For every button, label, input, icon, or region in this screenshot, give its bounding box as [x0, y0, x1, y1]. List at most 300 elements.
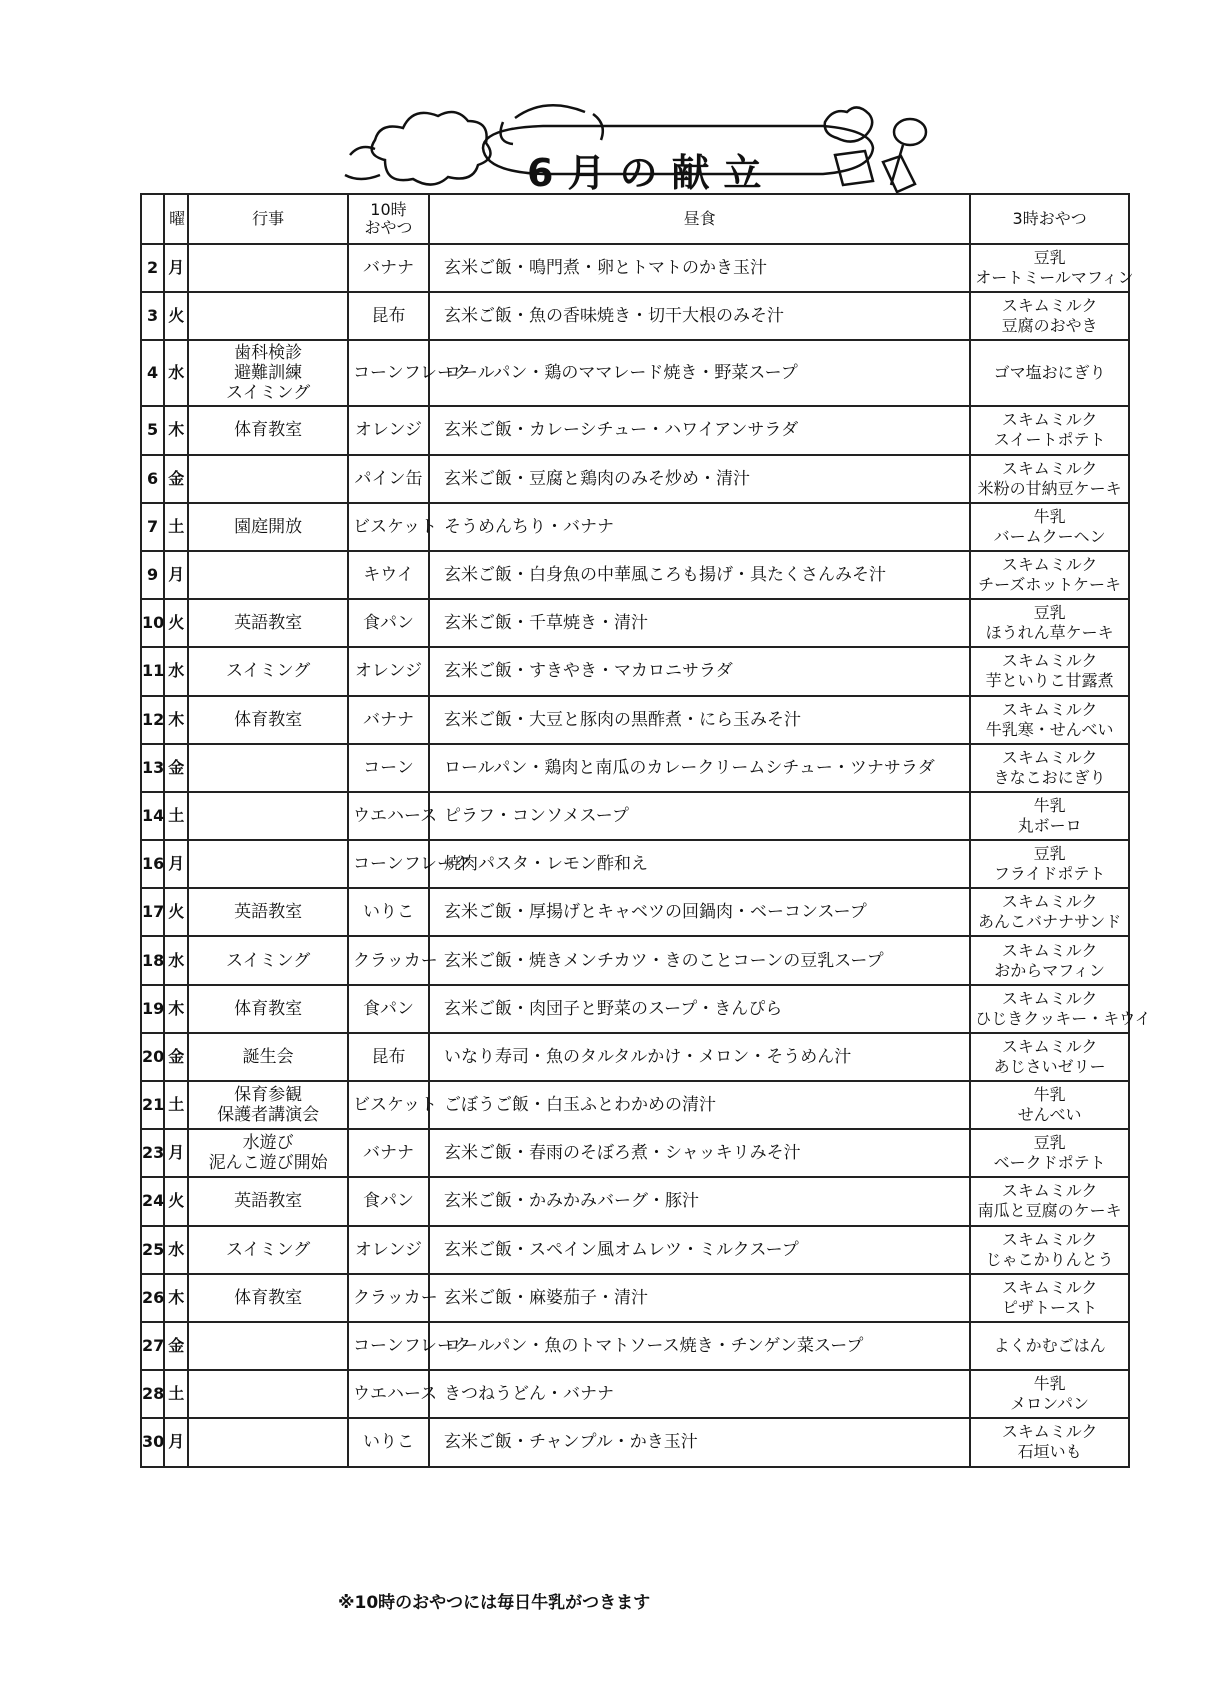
lunch-cell	[429, 888, 970, 936]
day-cell-text: 14	[142, 805, 165, 825]
lunch-cell-text: ごぼうご飯・白玉ふとわかめの清汁	[443, 1095, 716, 1116]
lunch-cell	[429, 455, 970, 503]
snack3-cell-text: 豆乳	[1033, 844, 1066, 864]
snack3-cell-text: 石垣いも	[1017, 1442, 1082, 1462]
lunch-cell-text: 玄米ご飯・カレーシチュー・ハワイアンサラダ	[443, 420, 799, 441]
snack3-cell-text: スキムミルク	[1001, 892, 1098, 912]
event-cell	[188, 292, 348, 340]
event-cell	[188, 1226, 348, 1274]
snack10-cell	[348, 292, 429, 340]
table-row	[141, 647, 1129, 695]
snack10-cell	[348, 244, 429, 292]
weekday-cell	[164, 406, 188, 454]
weekday-cell-text: 月	[168, 258, 185, 278]
event-cell	[188, 1129, 348, 1177]
weekday-cell-text: 水	[168, 661, 185, 681]
lunch-cell	[429, 744, 970, 792]
event-cell	[188, 647, 348, 695]
snack10-cell-text: コーン	[363, 757, 414, 778]
snack10-cell-text: 昆布	[371, 1046, 406, 1067]
event-cell-text: 誕生会	[242, 1046, 294, 1067]
day-cell	[141, 792, 164, 840]
snack3-cell	[970, 1081, 1129, 1129]
day-cell-text: 10	[142, 613, 165, 633]
snack3-cell	[970, 792, 1129, 840]
snack3-cell	[970, 292, 1129, 340]
snack10-cell-text: ビスケット	[353, 516, 438, 537]
snack10-cell	[348, 1418, 429, 1466]
event-cell	[188, 1033, 348, 1081]
day-cell	[141, 985, 164, 1033]
day-cell	[141, 292, 164, 340]
snack3-cell-text: 牛乳	[1033, 1374, 1066, 1394]
table-row	[141, 1177, 1129, 1225]
snack10-cell-text: 食パン	[362, 613, 414, 634]
lunch-cell	[429, 647, 970, 695]
snack3-cell	[970, 1322, 1129, 1370]
event-cell	[188, 551, 348, 599]
event-cell-text: 体育教室	[234, 709, 303, 730]
weekday-cell	[164, 744, 188, 792]
weekday-cell-text: 木	[168, 998, 185, 1018]
snack3-cell-text: スキムミルク	[1001, 651, 1098, 671]
weekday-cell	[164, 1226, 188, 1274]
table-row	[141, 1033, 1129, 1081]
table-row	[141, 1322, 1129, 1370]
snack3-cell-text: 牛乳寒・せんべい	[985, 719, 1114, 739]
snack3-cell-text: 牛乳	[1033, 506, 1066, 526]
lunch-cell-text: 焼肉パスタ・レモン酢和え	[443, 854, 648, 875]
event-cell	[188, 840, 348, 888]
day-cell-text: 20	[142, 1046, 165, 1066]
snack10-cell-text: コーンフレーク	[353, 363, 472, 384]
header-event: 行事	[188, 194, 348, 244]
day-cell	[141, 840, 164, 888]
snack3-cell-text: よくかむごはん	[993, 1336, 1106, 1356]
snack3-cell	[970, 985, 1151, 1033]
lunch-cell-text: 玄米ご飯・スペイン風オムレツ・ミルクスープ	[443, 1239, 799, 1260]
weekday-cell	[164, 1418, 188, 1466]
snack3-cell	[970, 599, 1129, 647]
snack3-cell	[970, 551, 1129, 599]
event-cell	[188, 455, 348, 503]
snack3-cell-text: 豆乳	[1033, 248, 1066, 268]
lunch-cell-text: いなり寿司・魚のタルタルかけ・メロン・そうめん汁	[443, 1046, 852, 1067]
snack10-cell	[348, 1226, 429, 1274]
weekday-cell-text: 木	[168, 1287, 185, 1307]
snack3-cell	[970, 936, 1129, 984]
snack3-cell-text: 芋といりこ甘露煮	[985, 671, 1114, 691]
snack3-cell-text: スキムミルク	[1001, 1036, 1098, 1056]
event-cell	[188, 1081, 348, 1129]
table-row	[141, 1418, 1129, 1466]
lunch-cell-text: 玄米ご飯・千草焼き・清汁	[443, 613, 648, 634]
weekday-cell	[164, 1129, 188, 1177]
weekday-cell-text: 火	[168, 306, 185, 326]
table-row	[141, 840, 1129, 888]
day-cell-text: 7	[146, 516, 159, 536]
lunch-cell	[429, 292, 970, 340]
lunch-cell-text: 玄米ご飯・白身魚の中華風ころも揚げ・具たくさんみそ汁	[443, 565, 886, 586]
day-cell	[141, 1129, 164, 1177]
weekday-cell	[164, 888, 188, 936]
weekday-cell-text: 火	[168, 1191, 185, 1211]
event-cell-text: 英語教室	[234, 902, 303, 923]
snack3-cell	[970, 340, 1129, 406]
event-cell-text: 避難訓練	[234, 363, 303, 384]
lunch-cell-text: 玄米ご飯・鳴門煮・卵とトマトのかき玉汁	[443, 258, 767, 279]
weekday-cell-text: 水	[168, 363, 185, 383]
snack10-cell-text: オレンジ	[354, 1239, 423, 1260]
weekday-cell	[164, 1370, 188, 1418]
snack3-cell	[970, 1370, 1129, 1418]
lunch-cell-text: 玄米ご飯・豆腐と鶏肉のみそ炒め・清汁	[443, 468, 750, 489]
weekday-cell	[164, 1081, 188, 1129]
event-cell	[188, 792, 348, 840]
event-cell	[188, 985, 348, 1033]
header-snack3: 3時おやつ	[970, 194, 1129, 244]
snack10-cell	[348, 985, 429, 1033]
snack3-cell-text: スキムミルク	[1001, 747, 1098, 767]
snack10-cell-text: いりこ	[362, 1432, 414, 1453]
day-cell-text: 28	[142, 1384, 165, 1404]
weekday-cell	[164, 551, 188, 599]
weekday-cell-text: 火	[168, 613, 185, 633]
snack10-cell-text: クラッカー	[353, 1287, 438, 1308]
snack3-cell	[970, 503, 1129, 551]
weekday-cell-text: 金	[168, 468, 185, 488]
snack3-cell	[970, 696, 1129, 744]
lunch-cell-text: 玄米ご飯・麻婆茄子・清汁	[443, 1287, 648, 1308]
snack10-cell	[348, 1370, 438, 1418]
table-row	[141, 936, 1129, 984]
day-cell	[141, 744, 164, 792]
event-cell	[188, 340, 348, 406]
day-cell	[141, 936, 164, 984]
snack10-cell	[348, 551, 429, 599]
snack3-cell-text: フライドポテト	[993, 864, 1106, 884]
table-row	[141, 503, 1129, 551]
menu-body	[141, 244, 1151, 1467]
lunch-cell	[429, 840, 970, 888]
lunch-cell-text: 玄米ご飯・大豆と豚肉の黒酢煮・にら玉みそ汁	[443, 709, 801, 730]
day-cell-text: 24	[142, 1191, 165, 1211]
weekday-cell-text: 月	[168, 1432, 185, 1452]
lunch-cell-text: ロールパン・鶏のママレード焼き・野菜スープ	[443, 363, 798, 384]
day-cell-text: 16	[142, 854, 165, 874]
snack10-cell	[348, 792, 438, 840]
table-row	[141, 551, 1129, 599]
lunch-cell-text: 玄米ご飯・肉団子と野菜のスープ・きんぴら	[443, 998, 783, 1019]
weekday-cell-text: 木	[168, 420, 185, 440]
event-cell-text: 保育参観	[234, 1085, 303, 1106]
lunch-cell	[429, 1370, 970, 1418]
snack3-cell	[970, 1177, 1129, 1225]
day-cell-text: 5	[146, 420, 159, 440]
snack10-cell-text: オレンジ	[354, 420, 423, 441]
snack3-cell-text: チーズホットケーキ	[978, 575, 1122, 595]
weekday-cell	[164, 792, 188, 840]
menu-table	[140, 193, 1151, 1468]
event-cell-text: スイミング	[225, 383, 311, 404]
day-cell	[141, 1081, 164, 1129]
day-cell	[141, 244, 164, 292]
lunch-cell-text: きつねうどん・バナナ	[443, 1384, 614, 1405]
lunch-cell	[429, 1081, 970, 1129]
event-cell-text: スイミング	[225, 661, 311, 682]
snack10-cell-text: ビスケット	[353, 1095, 438, 1116]
snack10-cell	[348, 1033, 429, 1081]
snack3-cell-text: スキムミルク	[1001, 940, 1098, 960]
table-row	[141, 406, 1129, 454]
header-day	[141, 194, 164, 244]
event-cell	[188, 1274, 348, 1322]
table-row	[141, 340, 1129, 406]
table-row	[141, 292, 1129, 340]
lunch-cell-text: 玄米ご飯・魚の香味焼き・切干大根のみそ汁	[443, 306, 784, 327]
snack3-cell	[970, 888, 1129, 936]
event-cell	[188, 696, 348, 744]
snack3-cell-text: 豆乳	[1033, 1133, 1066, 1153]
lunch-cell-text: 玄米ご飯・チャンプル・かき玉汁	[443, 1432, 698, 1453]
snack3-cell-text: スキムミルク	[1001, 699, 1098, 719]
lunch-cell	[429, 985, 970, 1033]
snack3-cell-text: スキムミルク	[1001, 1422, 1098, 1442]
weekday-cell-text: 金	[168, 1046, 185, 1066]
snack3-cell	[970, 1418, 1129, 1466]
snack10-cell-text: バナナ	[362, 258, 414, 279]
snack3-cell-text: せんべい	[1017, 1105, 1082, 1125]
day-cell-text: 25	[142, 1239, 165, 1259]
snack10-cell-text: ウエハース	[353, 1384, 438, 1405]
weekday-cell	[164, 1322, 188, 1370]
lunch-cell-text: 玄米ご飯・すきやき・マカロニサラダ	[443, 661, 733, 682]
event-cell-text: 泥んこ遊び開始	[208, 1153, 328, 1174]
event-cell-text: スイミング	[225, 950, 311, 971]
event-cell	[188, 1418, 348, 1466]
snack10-cell	[348, 1129, 429, 1177]
snack3-cell-text: スキムミルク	[1001, 1181, 1098, 1201]
weekday-cell-text: 土	[168, 805, 185, 825]
snack10-cell	[348, 647, 429, 695]
weekday-cell	[164, 1177, 188, 1225]
header-row	[141, 194, 1129, 244]
snack3-cell	[970, 840, 1129, 888]
snack3-cell	[970, 406, 1129, 454]
snack10-cell	[348, 599, 429, 647]
lunch-cell	[429, 1322, 970, 1370]
event-cell	[188, 406, 348, 454]
page-title: 6月の献立	[527, 151, 776, 195]
snack10-cell-text: バナナ	[362, 709, 414, 730]
snack3-cell-text: 豆乳	[1033, 603, 1066, 623]
event-cell	[188, 1322, 348, 1370]
snack10-cell	[348, 1081, 438, 1129]
table-row	[141, 1370, 1129, 1418]
snack3-cell-text: きなこおにぎり	[993, 767, 1106, 787]
snack3-cell-text: メロンパン	[1010, 1394, 1090, 1414]
lunch-cell	[429, 340, 970, 406]
weekday-cell	[164, 1033, 188, 1081]
lunch-cell-text: 玄米ご飯・焼きメンチカツ・きのことコーンの豆乳スープ	[443, 950, 884, 971]
day-cell-text: 26	[142, 1287, 165, 1307]
weekday-cell	[164, 840, 188, 888]
event-cell-text: 英語教室	[234, 613, 303, 634]
snack10-cell	[348, 455, 429, 503]
weekday-cell-text: 月	[168, 565, 185, 585]
weekday-cell	[164, 696, 188, 744]
title-banner	[355, 100, 955, 200]
day-cell	[141, 340, 164, 406]
weekday-cell	[164, 647, 188, 695]
lunch-cell	[429, 244, 970, 292]
snack10-cell-text: 昆布	[371, 306, 406, 327]
event-cell-text: 体育教室	[234, 1287, 303, 1308]
snack10-cell-text: パイン缶	[354, 468, 423, 489]
snack10-cell-text: 食パン	[362, 998, 414, 1019]
snack3-cell-text: ひじきクッキー・キウイ	[975, 1008, 1151, 1028]
snack10-cell-text: コーンフレーク	[353, 1336, 472, 1357]
snack3-cell-text: ピザトースト	[1002, 1297, 1098, 1317]
day-cell	[141, 551, 164, 599]
table-row	[141, 455, 1129, 503]
lunch-cell	[429, 503, 970, 551]
event-cell-text: スイミング	[225, 1239, 311, 1260]
header-weekday: 曜	[164, 194, 188, 244]
day-cell	[141, 1177, 164, 1225]
day-cell	[141, 647, 164, 695]
table-row	[141, 985, 1129, 1033]
table-row	[141, 1274, 1129, 1322]
day-cell	[141, 503, 164, 551]
snack3-cell	[970, 1274, 1129, 1322]
day-cell	[141, 1322, 164, 1370]
weekday-cell-text: 木	[168, 709, 185, 729]
weekday-cell-text: 金	[168, 757, 185, 777]
day-cell-text: 12	[142, 709, 165, 729]
weekday-cell-text: 金	[168, 1336, 185, 1356]
snack10-cell	[348, 340, 472, 406]
weekday-cell-text: 月	[168, 854, 185, 874]
lunch-cell	[429, 1418, 970, 1466]
snack10-cell-text: 食パン	[362, 1191, 414, 1212]
snack3-cell	[970, 647, 1129, 695]
day-cell	[141, 888, 164, 936]
lunch-cell	[429, 599, 970, 647]
day-cell-text: 23	[142, 1143, 165, 1163]
day-cell	[141, 1033, 164, 1081]
lunch-cell	[429, 1274, 970, 1322]
event-cell	[188, 1177, 348, 1225]
header-lunch: 昼食	[429, 194, 970, 244]
day-cell-text: 11	[142, 661, 165, 681]
day-cell-text: 17	[142, 902, 165, 922]
lunch-cell-text: ロールパン・鶏肉と南瓜のカレークリームシチュー・ツナサラダ	[443, 757, 935, 778]
weekday-cell	[164, 244, 188, 292]
lunch-cell-text: ピラフ・コンソメスープ	[443, 805, 629, 826]
table-row	[141, 792, 1129, 840]
weekday-cell	[164, 985, 188, 1033]
snack10-cell-text: コーンフレーク	[353, 854, 472, 875]
event-cell-text: 水遊び	[242, 1133, 294, 1154]
snack10-cell	[348, 1177, 429, 1225]
lunch-cell-text: そうめんちり・バナナ	[443, 516, 614, 537]
snack3-cell-text: 牛乳	[1033, 795, 1066, 815]
snack3-cell-text: スキムミルク	[1001, 555, 1098, 575]
snack10-cell	[348, 1274, 438, 1322]
lunch-cell	[429, 696, 970, 744]
snack3-cell-text: ほうれん草ケーキ	[985, 623, 1114, 643]
lunch-cell	[429, 1177, 970, 1225]
event-cell	[188, 1370, 348, 1418]
day-cell	[141, 1226, 164, 1274]
day-cell	[141, 1274, 164, 1322]
snack3-cell-text: あじさいゼリー	[993, 1056, 1106, 1076]
table-row	[141, 1226, 1129, 1274]
snack3-cell	[970, 1226, 1129, 1274]
event-cell-text: 英語教室	[234, 1191, 303, 1212]
day-cell	[141, 455, 164, 503]
lunch-cell-text: ロールパン・魚のトマトソース焼き・チンゲン菜スープ	[443, 1336, 864, 1357]
snack10-cell-text: キウイ	[363, 565, 414, 586]
day-cell	[141, 696, 164, 744]
day-cell-text: 4	[146, 363, 159, 383]
snack3-cell-text: おからマフィン	[994, 960, 1105, 980]
event-cell-text: 体育教室	[234, 420, 303, 441]
snack3-cell-text: 南瓜と豆腐のケーキ	[977, 1201, 1122, 1221]
weekday-cell	[164, 455, 188, 503]
footnote: ※10時のおやつには毎日牛乳がつきます	[338, 1593, 651, 1613]
weekday-cell	[164, 1274, 188, 1322]
snack3-cell-text: 米粉の甘納豆ケーキ	[977, 478, 1122, 498]
snack3-cell-text: スキムミルク	[1001, 458, 1098, 478]
day-cell	[141, 599, 164, 647]
lunch-cell	[429, 936, 970, 984]
weekday-cell	[164, 599, 188, 647]
event-cell-text: 園庭開放	[234, 516, 303, 537]
lunch-cell	[429, 1129, 970, 1177]
weekday-cell	[164, 936, 188, 984]
event-cell	[188, 503, 348, 551]
snack10-cell	[348, 744, 429, 792]
snack10-cell	[348, 503, 438, 551]
event-cell	[188, 744, 348, 792]
snack10-cell-text: ウエハース	[353, 805, 438, 826]
header-snack10	[348, 194, 429, 244]
event-cell-text: 歯科検診	[234, 343, 303, 364]
snack10-cell	[348, 406, 429, 454]
snack3-cell-text: 豆腐のおやき	[1001, 316, 1098, 336]
weekday-cell-text: 土	[168, 516, 185, 536]
weekday-cell	[164, 340, 188, 406]
snack3-cell	[970, 744, 1129, 792]
table-row	[141, 1129, 1129, 1177]
day-cell-text: 21	[142, 1095, 165, 1115]
lunch-cell	[429, 406, 970, 454]
snack10-cell-text: バナナ	[362, 1143, 414, 1164]
snack3-cell-text: ゴマ塩おにぎり	[993, 363, 1106, 383]
weekday-cell-text: 土	[168, 1384, 185, 1404]
snack3-cell	[970, 455, 1129, 503]
weekday-cell-text: 水	[168, 1239, 185, 1259]
day-cell-text: 27	[142, 1336, 165, 1356]
event-cell-text: 体育教室	[234, 998, 303, 1019]
table-row	[141, 744, 1129, 792]
snack3-cell-text: スキムミルク	[1001, 410, 1098, 430]
snack10-cell-text: いりこ	[362, 902, 414, 923]
weekday-cell	[164, 292, 188, 340]
snack3-cell	[970, 244, 1134, 292]
